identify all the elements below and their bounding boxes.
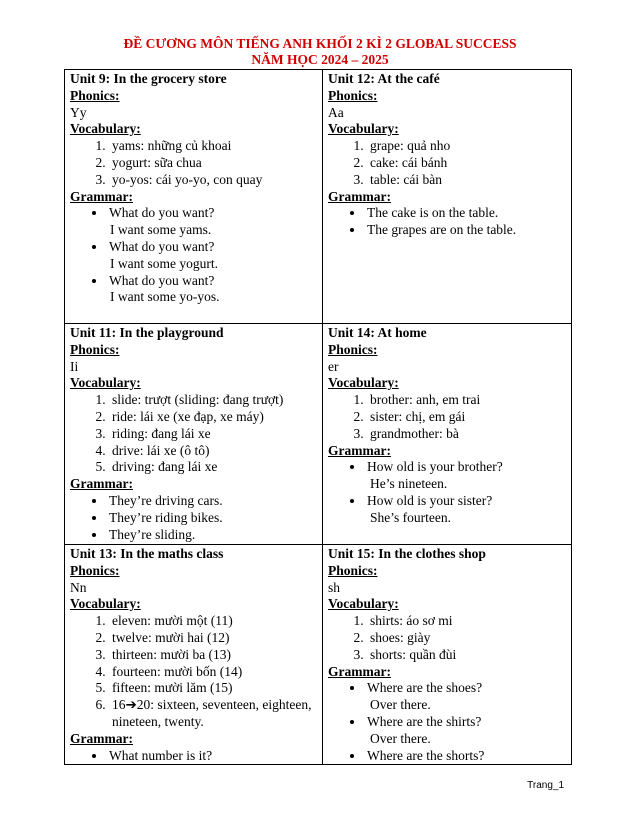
vocabulary-list (70, 138, 317, 188)
grammar-answer: Over there. (370, 697, 431, 713)
grammar-question: What do you want? (109, 238, 215, 254)
vocabulary-label: Vocabulary: (70, 596, 141, 612)
unit-title: Unit 9: In the grocery store (70, 71, 227, 86)
unit-cell (323, 324, 572, 545)
unit-cell (65, 324, 323, 545)
grammar-question: Where are the shorts? (367, 747, 485, 763)
grammar-answer: He’s nineteen. (370, 476, 448, 492)
vocabulary-item: 5. driving: đang lái xe (109, 459, 317, 476)
vocabulary-item: 2. yogurt: sữa chua (109, 155, 317, 172)
vocabulary-label: Vocabulary: (328, 596, 399, 612)
phonics-label: Phonics: (70, 87, 120, 103)
unit-title: Unit 15: In the clothes shop (328, 546, 486, 561)
table-row (65, 324, 572, 545)
grammar-item (107, 273, 317, 307)
grammar-question: What do you want? (109, 205, 215, 221)
phonics-value: er (328, 358, 339, 374)
unit-cell (65, 70, 323, 324)
vocabulary-item: 1. yams: những củ khoai (109, 138, 317, 155)
vocabulary-list (328, 392, 566, 442)
vocabulary-item: 3. thirteen: mười ba (13) (109, 647, 317, 664)
vocabulary-item: 1. brother: anh, em trai (367, 392, 566, 409)
grammar-question: They’re riding bikes. (109, 509, 223, 525)
grammar-question: They’re sliding. (109, 526, 196, 542)
phonics-value: Nn (70, 579, 87, 595)
phonics-label: Phonics: (328, 87, 378, 103)
grammar-question: How old is your sister? (367, 492, 493, 508)
grammar-list (70, 493, 317, 543)
unit-cell (323, 545, 572, 765)
vocabulary-item: 2. sister: chị, em gái (367, 409, 566, 426)
grammar-list (328, 680, 566, 764)
vocabulary-item: 2. shoes: giày (367, 630, 566, 647)
phonics-label: Phonics: (70, 562, 120, 578)
grammar-item (365, 714, 566, 748)
vocabulary-list (328, 138, 566, 188)
vocabulary-item: 3. riding: đang lái xe (109, 426, 317, 443)
grammar-item (365, 222, 566, 239)
vocabulary-item: 3. yo-yos: cái yo-yo, con quay (109, 172, 317, 189)
vocabulary-label: Vocabulary: (70, 375, 141, 391)
phonics-value: Yy (70, 104, 87, 120)
vocabulary-item: 2. twelve: mười hai (12) (109, 630, 317, 647)
grammar-label: Grammar: (70, 188, 133, 204)
vocabulary-item: 2. cake: cái bánh (367, 155, 566, 172)
grammar-question: What do you want? (109, 272, 215, 288)
grammar-question: They’re driving cars. (109, 492, 223, 508)
grammar-item (365, 680, 566, 714)
grammar-answer: She’s fourteen. (370, 509, 451, 525)
phonics-label: Phonics: (328, 341, 378, 357)
grammar-label: Grammar: (328, 188, 391, 204)
grammar-question: Where are the shirts? (367, 713, 482, 729)
vocabulary-item: 4. fourteen: mười bốn (14) (109, 664, 317, 681)
vocabulary-list (328, 613, 566, 663)
syllabus-table (64, 69, 572, 765)
grammar-question: The cake is on the table. (367, 205, 499, 221)
vocabulary-item: 3. shorts: quần đùi (367, 647, 566, 664)
unit-title: Unit 14: At home (328, 325, 427, 340)
grammar-question: What number is it? (109, 747, 213, 763)
grammar-label: Grammar: (328, 663, 391, 679)
vocabulary-label: Vocabulary: (70, 121, 141, 137)
vocabulary-list (70, 392, 317, 476)
vocabulary-item: 3. grandmother: bà (367, 426, 566, 443)
vocabulary-item: 1. eleven: mười một (11) (109, 613, 317, 630)
vocabulary-item: 5. fifteen: mười lăm (15) (109, 680, 317, 697)
grammar-list (328, 459, 566, 526)
grammar-item (107, 527, 317, 544)
grammar-item (107, 205, 317, 239)
grammar-answer: I want some yo-yos. (110, 289, 220, 305)
grammar-label: Grammar: (70, 730, 133, 746)
grammar-item (365, 493, 566, 527)
phonics-value: Ii (70, 358, 79, 374)
unit-cell (323, 70, 572, 324)
unit-cell (65, 545, 323, 765)
grammar-answer: I want some yogurt. (110, 255, 218, 271)
grammar-question: Where are the shoes? (367, 680, 483, 696)
vocabulary-item: 1. slide: trượt (sliding: đang trượt) (109, 392, 317, 409)
grammar-label: Grammar: (70, 476, 133, 492)
vocabulary-label: Vocabulary: (328, 121, 399, 137)
grammar-list (328, 205, 566, 239)
vocabulary-list (70, 613, 317, 731)
phonics-value: Aa (328, 104, 344, 120)
unit-title: Unit 12: At the café (328, 71, 440, 86)
phonics-value: sh (328, 579, 341, 595)
vocabulary-label: Vocabulary: (328, 375, 399, 391)
grammar-item (365, 205, 566, 222)
grammar-item (107, 748, 317, 765)
phonics-label: Phonics: (328, 562, 378, 578)
grammar-item (365, 748, 566, 765)
vocabulary-item: 1. grape: quả nho (367, 138, 566, 155)
table-row (65, 545, 572, 765)
grammar-list (70, 205, 317, 306)
school-year: NĂM HỌC 2024 – 2025 (251, 52, 389, 67)
vocabulary-item: 4. drive: lái xe (ô tô) (109, 443, 317, 460)
table-row (65, 70, 572, 324)
unit-title: Unit 13: In the maths class (70, 546, 224, 561)
unit-title: Unit 11: In the playground (70, 325, 224, 340)
grammar-list (70, 748, 317, 765)
grammar-item (107, 510, 317, 527)
grammar-item (365, 459, 566, 493)
vocabulary-item: 2. ride: lái xe (xe đạp, xe máy) (109, 409, 317, 426)
grammar-question: The grapes are on the table. (367, 222, 517, 238)
grammar-item (107, 493, 317, 510)
document-title: ĐỀ CƯƠNG MÔN TIẾNG ANH KHỐI 2 KÌ 2 GLOBAL SUCCESS (123, 36, 517, 51)
grammar-label: Grammar: (328, 442, 391, 458)
vocabulary-item: 6. 16➔20: sixteen, seventeen, eighteen, nineteen, twenty. (109, 697, 317, 731)
grammar-question: How old is your brother? (367, 459, 503, 475)
page-number: Trang_1 (527, 780, 564, 791)
vocabulary-item: 3. table: cái bàn (367, 172, 566, 189)
grammar-answer: Over there. (370, 730, 431, 746)
vocabulary-item: 1. shirts: áo sơ mi (367, 613, 566, 630)
grammar-item (107, 239, 317, 273)
phonics-label: Phonics: (70, 341, 120, 357)
grammar-answer: I want some yams. (110, 222, 212, 238)
